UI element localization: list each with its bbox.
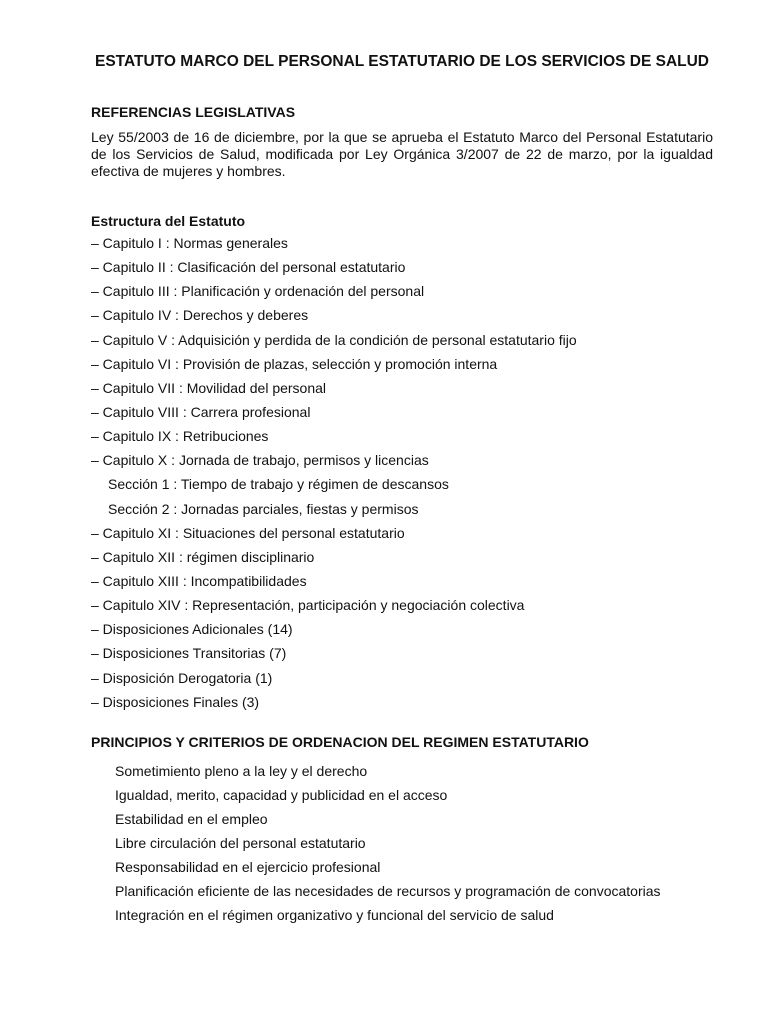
estructura-subitem: Sección 1 : Tiempo de trabajo y régimen de descansos	[108, 476, 449, 493]
principio-item: Sometimiento pleno a la ley y el derecho	[115, 762, 368, 779]
estructura-item: – Capitulo IV : Derechos y deberes	[91, 307, 309, 324]
estructura-item: – Disposiciones Adicionales (14)	[91, 621, 293, 638]
document-page	[91, 52, 713, 931]
estructura-heading: Estructura del Estatuto	[91, 213, 246, 229]
principios-heading: PRINCIPIOS Y CRITERIOS DE ORDENACION DEL REGIMEN ESTATUTARIO	[91, 733, 589, 750]
estructura-item: – Capitulo XII : régimen disciplinario	[91, 548, 315, 565]
estructura-item: – Capitulo II : Clasificación del personal estatutario	[91, 259, 406, 276]
estructura-item: – Capitulo XIV : Representación, participación y negociación colectiva	[91, 597, 525, 614]
estructura-item: – Disposiciones Finales (3)	[91, 693, 260, 710]
referencias-heading: REFERENCIAS LEGISLATIVAS	[91, 104, 296, 120]
estructura-item: – Capitulo V : Adquisición y perdida de la condición de personal estatutario fijo	[91, 331, 577, 348]
principio-item: Igualdad, merito, capacidad y publicidad en el acceso	[115, 786, 448, 803]
principio-item: Integración en el régimen organizativo y funcional del servicio de salud	[115, 906, 554, 923]
estructura-item: – Capitulo I : Normas generales	[91, 235, 288, 251]
estructura-subitem: Sección 2 : Jornadas parciales, fiestas y permisos	[108, 500, 419, 517]
estructura-item: – Capitulo VII : Movilidad del personal	[91, 379, 327, 396]
principio-item: Libre circulación del personal estatutario	[115, 834, 366, 851]
principio-item: Planificación eficiente de las necesidades de recursos y programación de convocatorias	[115, 882, 661, 899]
referencias-paragraph: Ley 55/2003 de 16 de diciembre, por la que se aprueba el Estatuto Marco del Personal Estatutario de los Servicios de Salud, modificada por Ley Orgánica 3/2007 de 22 de marzo, por la igualdad efectiva de mujeres y hombres.	[91, 129, 713, 179]
estructura-list	[91, 234, 713, 717]
estructura-item: – Capitulo IX : Retribuciones	[91, 428, 269, 445]
principio-item: Estabilidad en el empleo	[115, 810, 268, 827]
estructura-item: – Capitulo VI : Provisión de plazas, selección y promoción interna	[91, 355, 498, 372]
principios-list	[91, 763, 713, 923]
estructura-item: – Capitulo X : Jornada de trabajo, permisos y licencias	[91, 452, 429, 469]
document-title: ESTATUTO MARCO DEL PERSONAL ESTATUTARIO DE LOS SERVICIOS DE SALUD	[94, 53, 710, 70]
estructura-item: – Capitulo III : Planificación y ordenación del personal	[91, 283, 425, 300]
estructura-item: – Disposición Derogatoria (1)	[91, 669, 273, 686]
estructura-item: – Capitulo XIII : Incompatibilidades	[91, 572, 307, 589]
principio-item: Responsabilidad en el ejercicio profesional	[115, 858, 381, 875]
estructura-item: – Capitulo VIII : Carrera profesional	[91, 403, 311, 420]
estructura-item: – Capitulo XI : Situaciones del personal estatutario	[91, 524, 405, 541]
estructura-item: – Disposiciones Transitorias (7)	[91, 645, 287, 662]
